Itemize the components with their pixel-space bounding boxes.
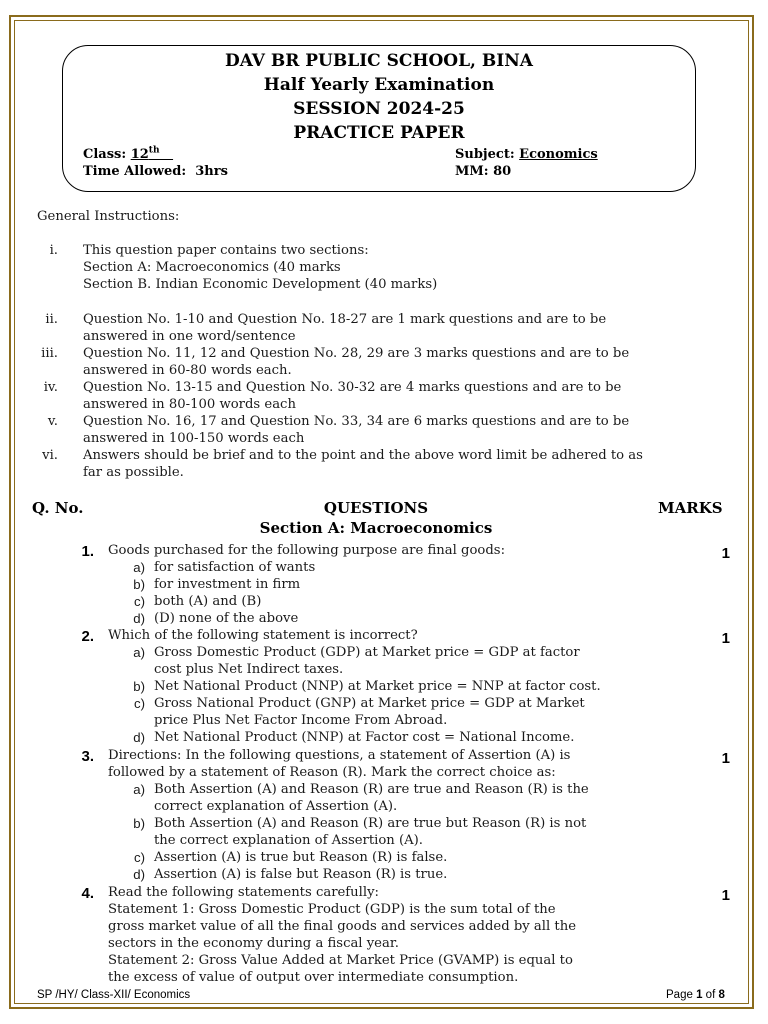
session: SESSION 2024-25: [293, 99, 465, 119]
question-text: Statement 1: Gross Domestic Product (GDP) is the sum total of the: [108, 902, 556, 917]
instruction-line: Section A: Macroeconomics (40 marks: [83, 260, 341, 275]
option-letter: a): [133, 645, 145, 660]
instruction-number: i.: [49, 243, 58, 258]
option-text: correct explanation of Assertion (A).: [154, 799, 398, 814]
question-marks: 1: [721, 750, 730, 767]
instruction-line: Question No. 13-15 and Question No. 30-32 are 4 marks questions and are to be: [83, 380, 622, 395]
instruction-line: far as possible.: [83, 465, 184, 480]
class-info: Class: 12th: [83, 147, 173, 163]
question-marks: 1: [721, 545, 730, 562]
instruction-line: Answers should be brief and to the point and the above word limit be adhered to as: [83, 448, 643, 463]
question-number: 2.: [81, 628, 94, 645]
option-text: (D) none of the above: [154, 611, 299, 626]
question-text: sectors in the economy during a fiscal year.: [108, 936, 399, 951]
option-text: Both Assertion (A) and Reason (R) are true and Reason (R) is the: [154, 782, 589, 797]
option-letter: a): [133, 782, 145, 797]
instruction-line: answered in 80-100 words each: [83, 397, 296, 412]
subject-info: Subject: Economics: [455, 147, 598, 162]
question-marks: 1: [721, 887, 730, 904]
option-text: Both Assertion (A) and Reason (R) are true but Reason (R) is not: [154, 816, 587, 831]
question-text: Read the following statements carefully:: [108, 885, 380, 900]
question-text: Which of the following statement is incorrect?: [108, 628, 418, 643]
option-letter: d): [133, 611, 145, 626]
qno-column-header: Q. No.: [32, 499, 84, 517]
option-letter: d): [133, 730, 145, 745]
option-text: Gross National Product (GNP) at Market price = GDP at Market: [154, 696, 585, 711]
instruction-line: answered in 60-80 words each.: [83, 363, 292, 378]
option-text: price Plus Net Factor Income From Abroad.: [154, 713, 448, 728]
instruction-number: iii.: [41, 346, 58, 361]
option-letter: d): [133, 867, 145, 882]
question-number: 1.: [81, 543, 94, 560]
instruction-number: iv.: [43, 380, 58, 395]
marks-column-header: MARKS: [658, 499, 723, 517]
footer-code: SP /HY/ Class-XII/ Economics: [37, 989, 191, 1001]
instruction-line: answered in 100-150 words each: [83, 431, 305, 446]
school-name: DAV BR PUBLIC SCHOOL, BINA: [225, 51, 533, 71]
exam-name: Half Yearly Examination: [263, 75, 495, 95]
option-text: cost plus Net Indirect taxes.: [154, 662, 344, 677]
question-text: Goods purchased for the following purpose are final goods:: [108, 543, 506, 558]
instruction-line: Question No. 16, 17 and Question No. 33, 34 are 6 marks questions and are to be: [83, 414, 630, 429]
option-letter: a): [133, 560, 145, 575]
instruction-line: Section B. Indian Economic Development (40 marks): [83, 277, 438, 292]
instruction-line: answered in one word/sentence: [83, 329, 296, 344]
option-letter: c): [134, 594, 145, 609]
option-text: Assertion (A) is false but Reason (R) is true.: [154, 867, 448, 882]
max-marks: MM: 80: [455, 164, 512, 179]
option-letter: c): [134, 850, 145, 865]
class-value: 12th: [130, 145, 160, 162]
option-text: for satisfaction of wants: [154, 560, 316, 575]
instruction-number: vi.: [42, 448, 58, 463]
question-text: the excess of value of output over intermediate consumption.: [108, 970, 519, 985]
option-letter: b): [133, 679, 145, 694]
option-letter: c): [134, 696, 145, 711]
question-text: followed by a statement of Reason (R). Mark the correct choice as:: [108, 765, 556, 780]
question-text: gross market value of all the final goods and services added by all the: [108, 919, 577, 934]
question-text: Statement 2: Gross Value Added at Market Price (GVAMP) is equal to: [108, 953, 573, 968]
option-text: Net National Product (NNP) at Market price = NNP at factor cost.: [154, 679, 601, 694]
option-text: Net National Product (NNP) at Factor cost = National Income.: [154, 730, 575, 745]
subject-value: Economics: [519, 147, 598, 162]
option-letter: b): [133, 816, 145, 831]
instruction-line: Question No. 1-10 and Question No. 18-27 are 1 mark questions and are to be: [83, 312, 607, 327]
page-number: Page 1 of 8: [666, 989, 725, 1001]
option-text: the correct explanation of Assertion (A).: [154, 833, 423, 848]
instruction-number: ii.: [45, 312, 58, 327]
option-letter: b): [133, 577, 145, 592]
question-number: 4.: [81, 885, 94, 902]
instruction-number: v.: [47, 414, 58, 429]
section-title: Section A: Macroeconomics: [259, 519, 493, 537]
paper-type: PRACTICE PAPER: [293, 123, 465, 143]
question-marks: 1: [721, 630, 730, 647]
instruction-line: Question No. 11, 12 and Question No. 28, 29 are 3 marks questions and are to be: [83, 346, 630, 361]
question-text: Directions: In the following questions, a statement of Assertion (A) is: [108, 748, 571, 763]
option-text: Gross Domestic Product (GDP) at Market price = GDP at factor: [154, 645, 580, 660]
time-allowed: Time Allowed: 3hrs: [83, 164, 228, 179]
question-number: 3.: [81, 748, 94, 765]
exam-header-box: [62, 45, 696, 192]
option-text: for investment in firm: [154, 577, 301, 592]
option-text: both (A) and (B): [154, 594, 262, 609]
questions-column-header: QUESTIONS: [323, 499, 429, 517]
instructions-title: General Instructions:: [37, 209, 180, 224]
option-text: Assertion (A) is true but Reason (R) is false.: [154, 850, 448, 865]
instruction-line: This question paper contains two sections:: [83, 243, 369, 258]
